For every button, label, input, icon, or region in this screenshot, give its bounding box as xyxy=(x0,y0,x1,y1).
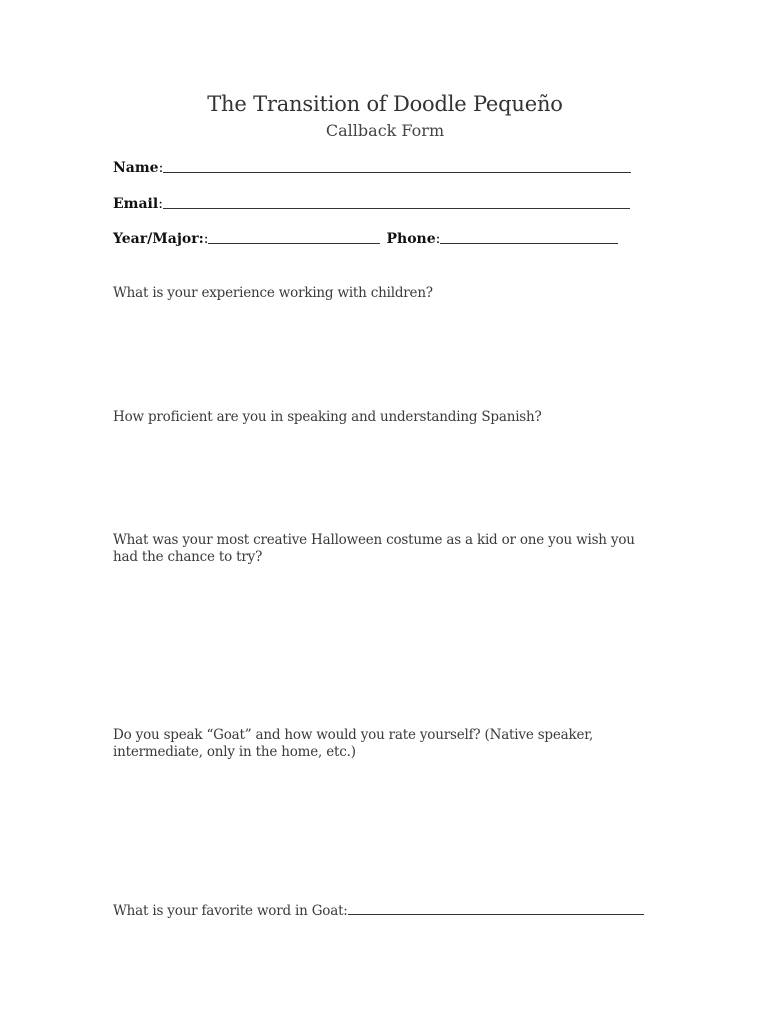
year-major-field[interactable] xyxy=(208,242,380,244)
question-spanish-proficiency: How proficient are you in speaking and understanding Spanish? xyxy=(113,409,542,425)
phone-colon: : xyxy=(435,231,441,247)
name-label: Name xyxy=(113,160,159,176)
year-phone-field-row xyxy=(113,231,618,247)
form-subtitle: Callback Form xyxy=(325,121,445,140)
name-colon: : xyxy=(158,160,164,176)
year-major-colon: : xyxy=(203,231,209,247)
email-colon: : xyxy=(158,196,163,212)
question-halloween-costume: What was your most creative Halloween costume as a kid or one you wish you had the chance to try? xyxy=(113,532,635,565)
phone-label: Phone xyxy=(386,231,436,247)
question-favorite-goat-word: What is your favorite word in Goat: xyxy=(113,903,348,919)
year-major-label: Year/Major: xyxy=(113,231,204,247)
phone-field[interactable] xyxy=(440,242,618,244)
name-field-row xyxy=(113,160,631,176)
question-children-experience: What is your experience working with children? xyxy=(113,285,433,301)
form-title: The Transition of Doodle Pequeño xyxy=(207,92,563,116)
email-field-row xyxy=(113,196,630,212)
favorite-goat-word-field[interactable] xyxy=(348,914,644,915)
email-field[interactable] xyxy=(163,207,630,209)
question-favorite-goat-word-row xyxy=(113,903,673,920)
name-field[interactable] xyxy=(163,171,631,173)
question-goat-speaking: Do you speak “Goat” and how would you rate yourself? (Native speaker, intermediate, only in the home, etc.) xyxy=(113,727,594,760)
email-label: Email xyxy=(113,196,159,212)
